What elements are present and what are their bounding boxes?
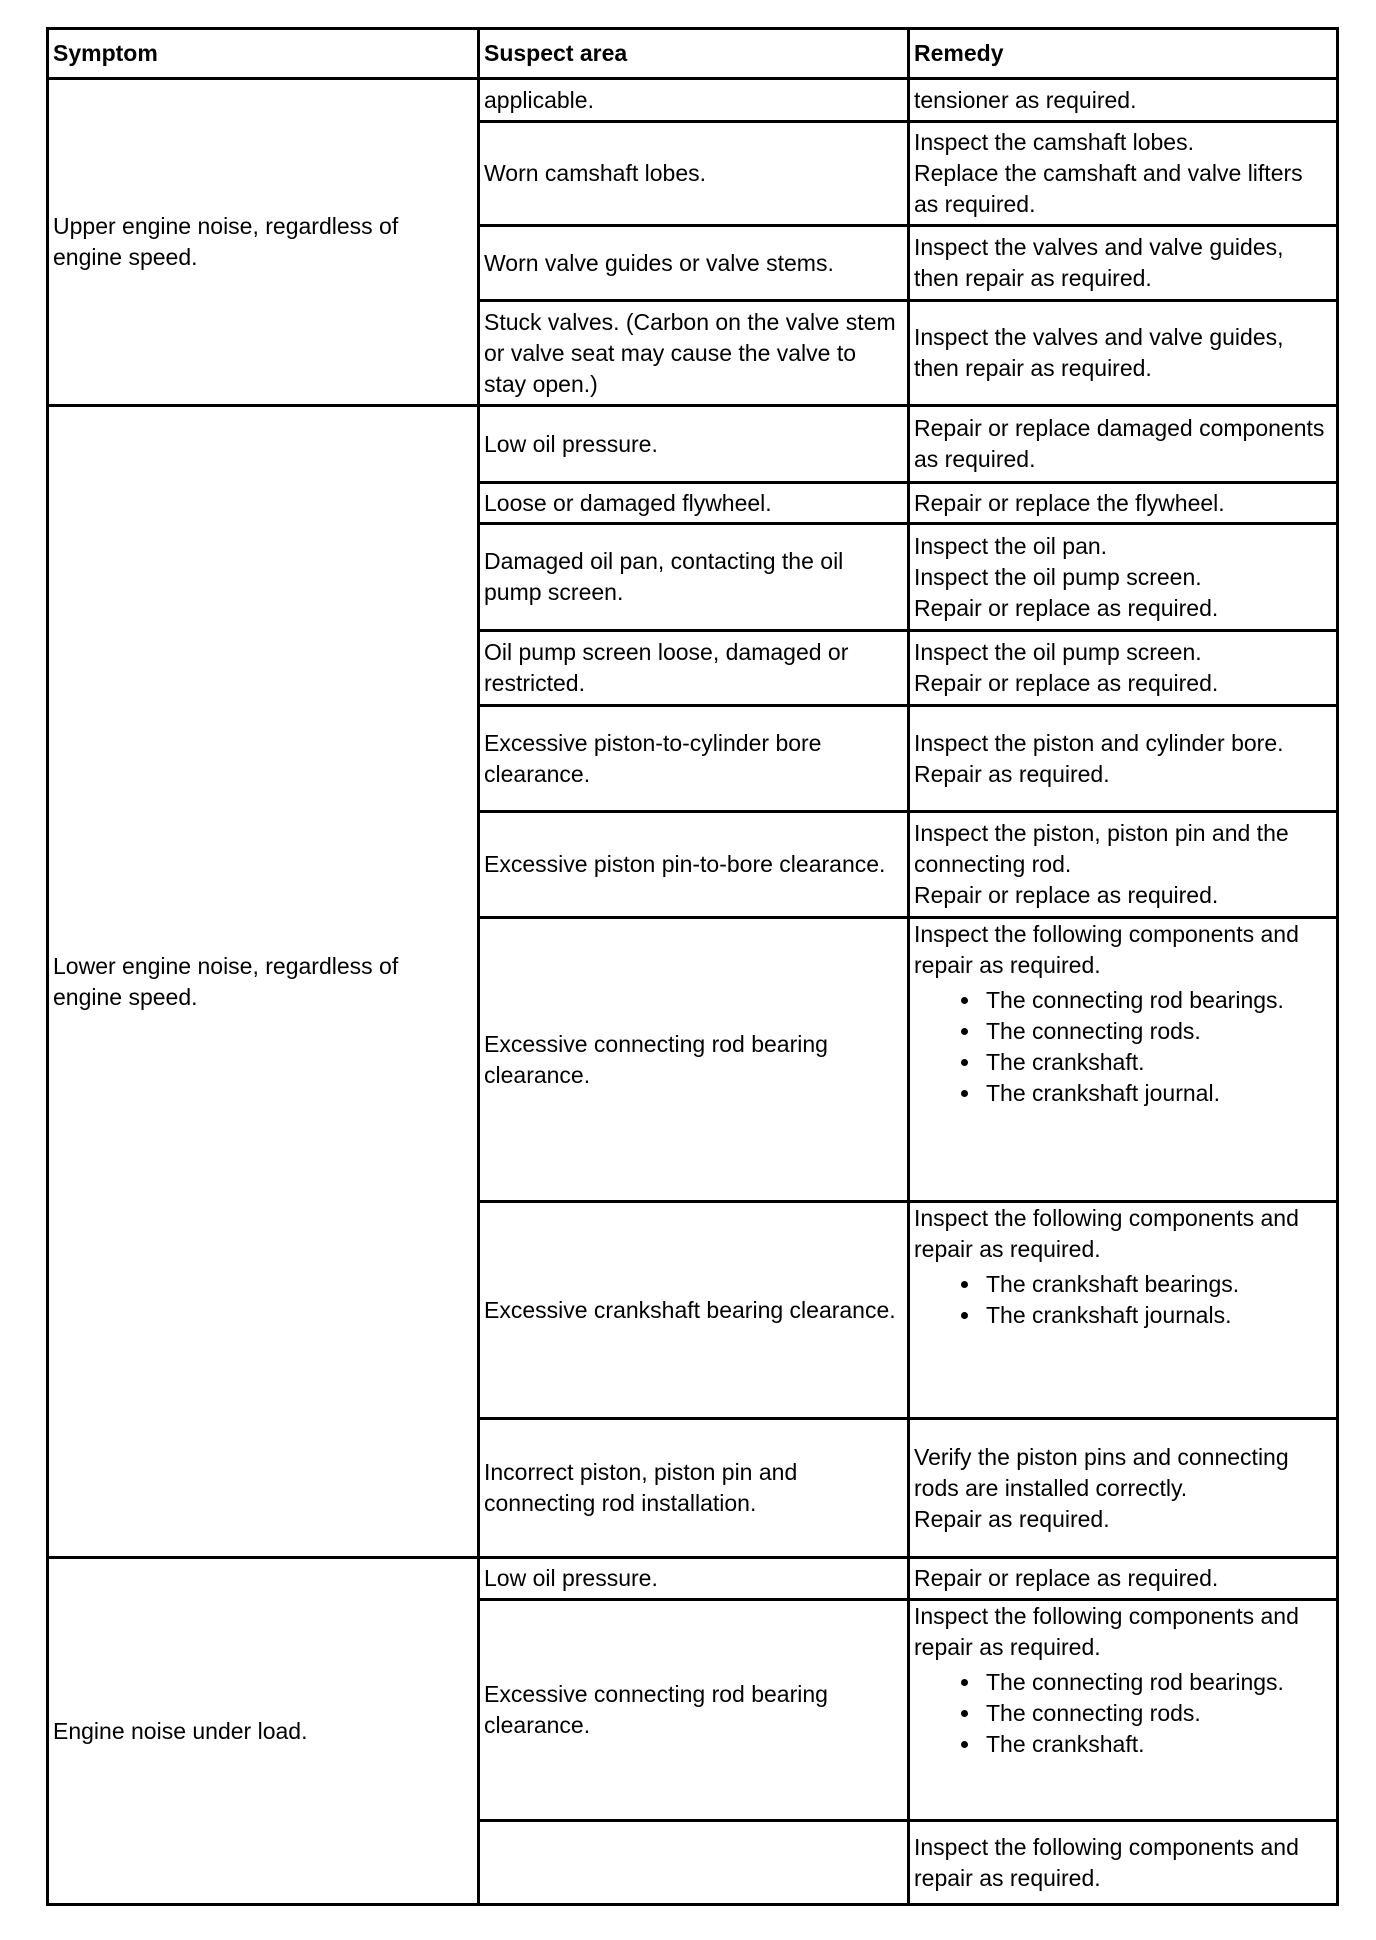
- remedy-bullet-list: [914, 985, 1332, 1109]
- suspect-area-cell: Damaged oil pan, contacting the oil pump screen.: [479, 524, 909, 631]
- remedy-cell: [909, 524, 1338, 631]
- table-row: [48, 406, 1338, 483]
- remedy-line: Repair as required.: [914, 1505, 1110, 1532]
- remedy-bullet-item: • The crankshaft bearings.: [982, 1269, 1332, 1300]
- header-symptom: Symptom: [48, 29, 479, 79]
- suspect-area-cell: Stuck valves. (Carbon on the valve stem or valve seat may cause the valve to stay open.): [479, 301, 909, 406]
- remedy-cell: [909, 1419, 1338, 1558]
- remedy-cell: [909, 226, 1338, 301]
- remedy-cell: [909, 301, 1338, 406]
- suspect-area-cell: Loose or damaged flywheel.: [479, 483, 909, 524]
- remedy-cell: [909, 79, 1338, 122]
- remedy-cell: [909, 1821, 1338, 1905]
- remedy-bullet-item: • The crankshaft.: [982, 1047, 1332, 1078]
- header-remedy: Remedy: [909, 29, 1338, 79]
- remedy-line: Repair or replace as required.: [914, 1565, 1219, 1591]
- remedy-cell: [909, 812, 1338, 918]
- remedy-bullet-item: • The connecting rods.: [982, 1698, 1332, 1729]
- suspect-area-cell: Excessive piston-to-cylinder bore clearance.: [479, 706, 909, 812]
- remedy-bullet-item: • The crankshaft journals.: [982, 1300, 1332, 1331]
- header-suspect-area: Suspect area: [479, 29, 909, 79]
- suspect-area-cell: Oil pump screen loose, damaged or restricted.: [479, 631, 909, 706]
- table-body: [48, 79, 1338, 1905]
- remedy-line: Repair or replace as required.: [914, 882, 1219, 908]
- remedy-line: Repair or replace the flywheel.: [914, 489, 1225, 516]
- suspect-area-cell: applicable.: [479, 79, 909, 122]
- remedy-cell: [909, 122, 1338, 226]
- remedy-bullet-list: [914, 1667, 1332, 1760]
- suspect-area-cell: Excessive crankshaft bearing clearance.: [479, 1202, 909, 1419]
- remedy-bullet-item: • The connecting rod bearings.: [982, 985, 1332, 1016]
- header-row: [48, 29, 1338, 79]
- remedy-line: Verify the piston pins and connecting rods are installed correctly.: [914, 1443, 1289, 1501]
- remedy-cell: [909, 483, 1338, 524]
- suspect-area-cell: Low oil pressure.: [479, 406, 909, 483]
- remedy-bullet-item: • The connecting rods.: [982, 1016, 1332, 1047]
- symptom-cell: Engine noise under load.: [48, 1558, 479, 1905]
- remedy-cell: [909, 406, 1338, 483]
- remedy-line: Inspect the valves and valve guides, then repair as required.: [914, 324, 1284, 381]
- remedy-line: Inspect the following components and repair as required.: [914, 1833, 1299, 1891]
- remedy-line: tensioner as required.: [914, 86, 1137, 113]
- suspect-area-cell: Worn valve guides or valve stems.: [479, 226, 909, 301]
- suspect-area-cell: Low oil pressure.: [479, 1558, 909, 1600]
- remedy-line: Inspect the following components and repair as required.: [914, 921, 1299, 978]
- remedy-bullet-item: • The connecting rod bearings.: [982, 1667, 1332, 1698]
- remedy-line: Inspect the oil pan.: [914, 532, 1108, 559]
- remedy-cell: [909, 706, 1338, 812]
- remedy-line: Inspect the oil pump screen.: [914, 639, 1202, 665]
- remedy-line: Repair as required.: [914, 760, 1110, 787]
- suspect-area-cell: Worn camshaft lobes.: [479, 122, 909, 226]
- suspect-area-cell: [479, 1821, 909, 1905]
- remedy-bullet-list: [914, 1269, 1332, 1331]
- remedy-line: Repair or replace damaged components as required.: [914, 415, 1325, 472]
- remedy-bullet-item: • The crankshaft.: [982, 1729, 1332, 1760]
- symptom-cell: Upper engine noise, regardless of engine speed.: [48, 79, 479, 406]
- remedy-cell: [909, 1202, 1338, 1419]
- remedy-line: Inspect the valves and valve guides, then repair as required.: [914, 234, 1284, 291]
- remedy-line: Repair or replace as required.: [914, 670, 1219, 696]
- remedy-line: Inspect the camshaft lobes.: [914, 129, 1194, 155]
- table-row: [48, 1558, 1338, 1600]
- remedy-cell: [909, 1600, 1338, 1821]
- remedy-line: Replace the camshaft and valve lifters as required.: [914, 160, 1303, 217]
- symptom-cell: Lower engine noise, regardless of engine speed.: [48, 406, 479, 1558]
- suspect-area-cell: Excessive connecting rod bearing clearance.: [479, 918, 909, 1202]
- remedy-bullet-item: • The crankshaft journal.: [982, 1078, 1332, 1109]
- remedy-cell: [909, 1558, 1338, 1600]
- remedy-line: Inspect the following components and repair as required.: [914, 1603, 1299, 1660]
- remedy-line: Inspect the following components and repair as required.: [914, 1205, 1299, 1262]
- remedy-cell: [909, 631, 1338, 706]
- suspect-area-cell: Excessive connecting rod bearing clearance.: [479, 1600, 909, 1821]
- remedy-line: Inspect the oil pump screen.: [914, 563, 1202, 590]
- suspect-area-cell: Incorrect piston, piston pin and connecting rod installation.: [479, 1419, 909, 1558]
- remedy-line: Inspect the piston, piston pin and the connecting rod.: [914, 820, 1289, 877]
- suspect-area-cell: Excessive piston pin-to-bore clearance.: [479, 812, 909, 918]
- remedy-line: Repair or replace as required.: [914, 594, 1219, 621]
- diagnostic-table: [46, 27, 1339, 1906]
- table-row: [48, 79, 1338, 122]
- remedy-line: Inspect the piston and cylinder bore.: [914, 729, 1284, 756]
- remedy-cell: [909, 918, 1338, 1202]
